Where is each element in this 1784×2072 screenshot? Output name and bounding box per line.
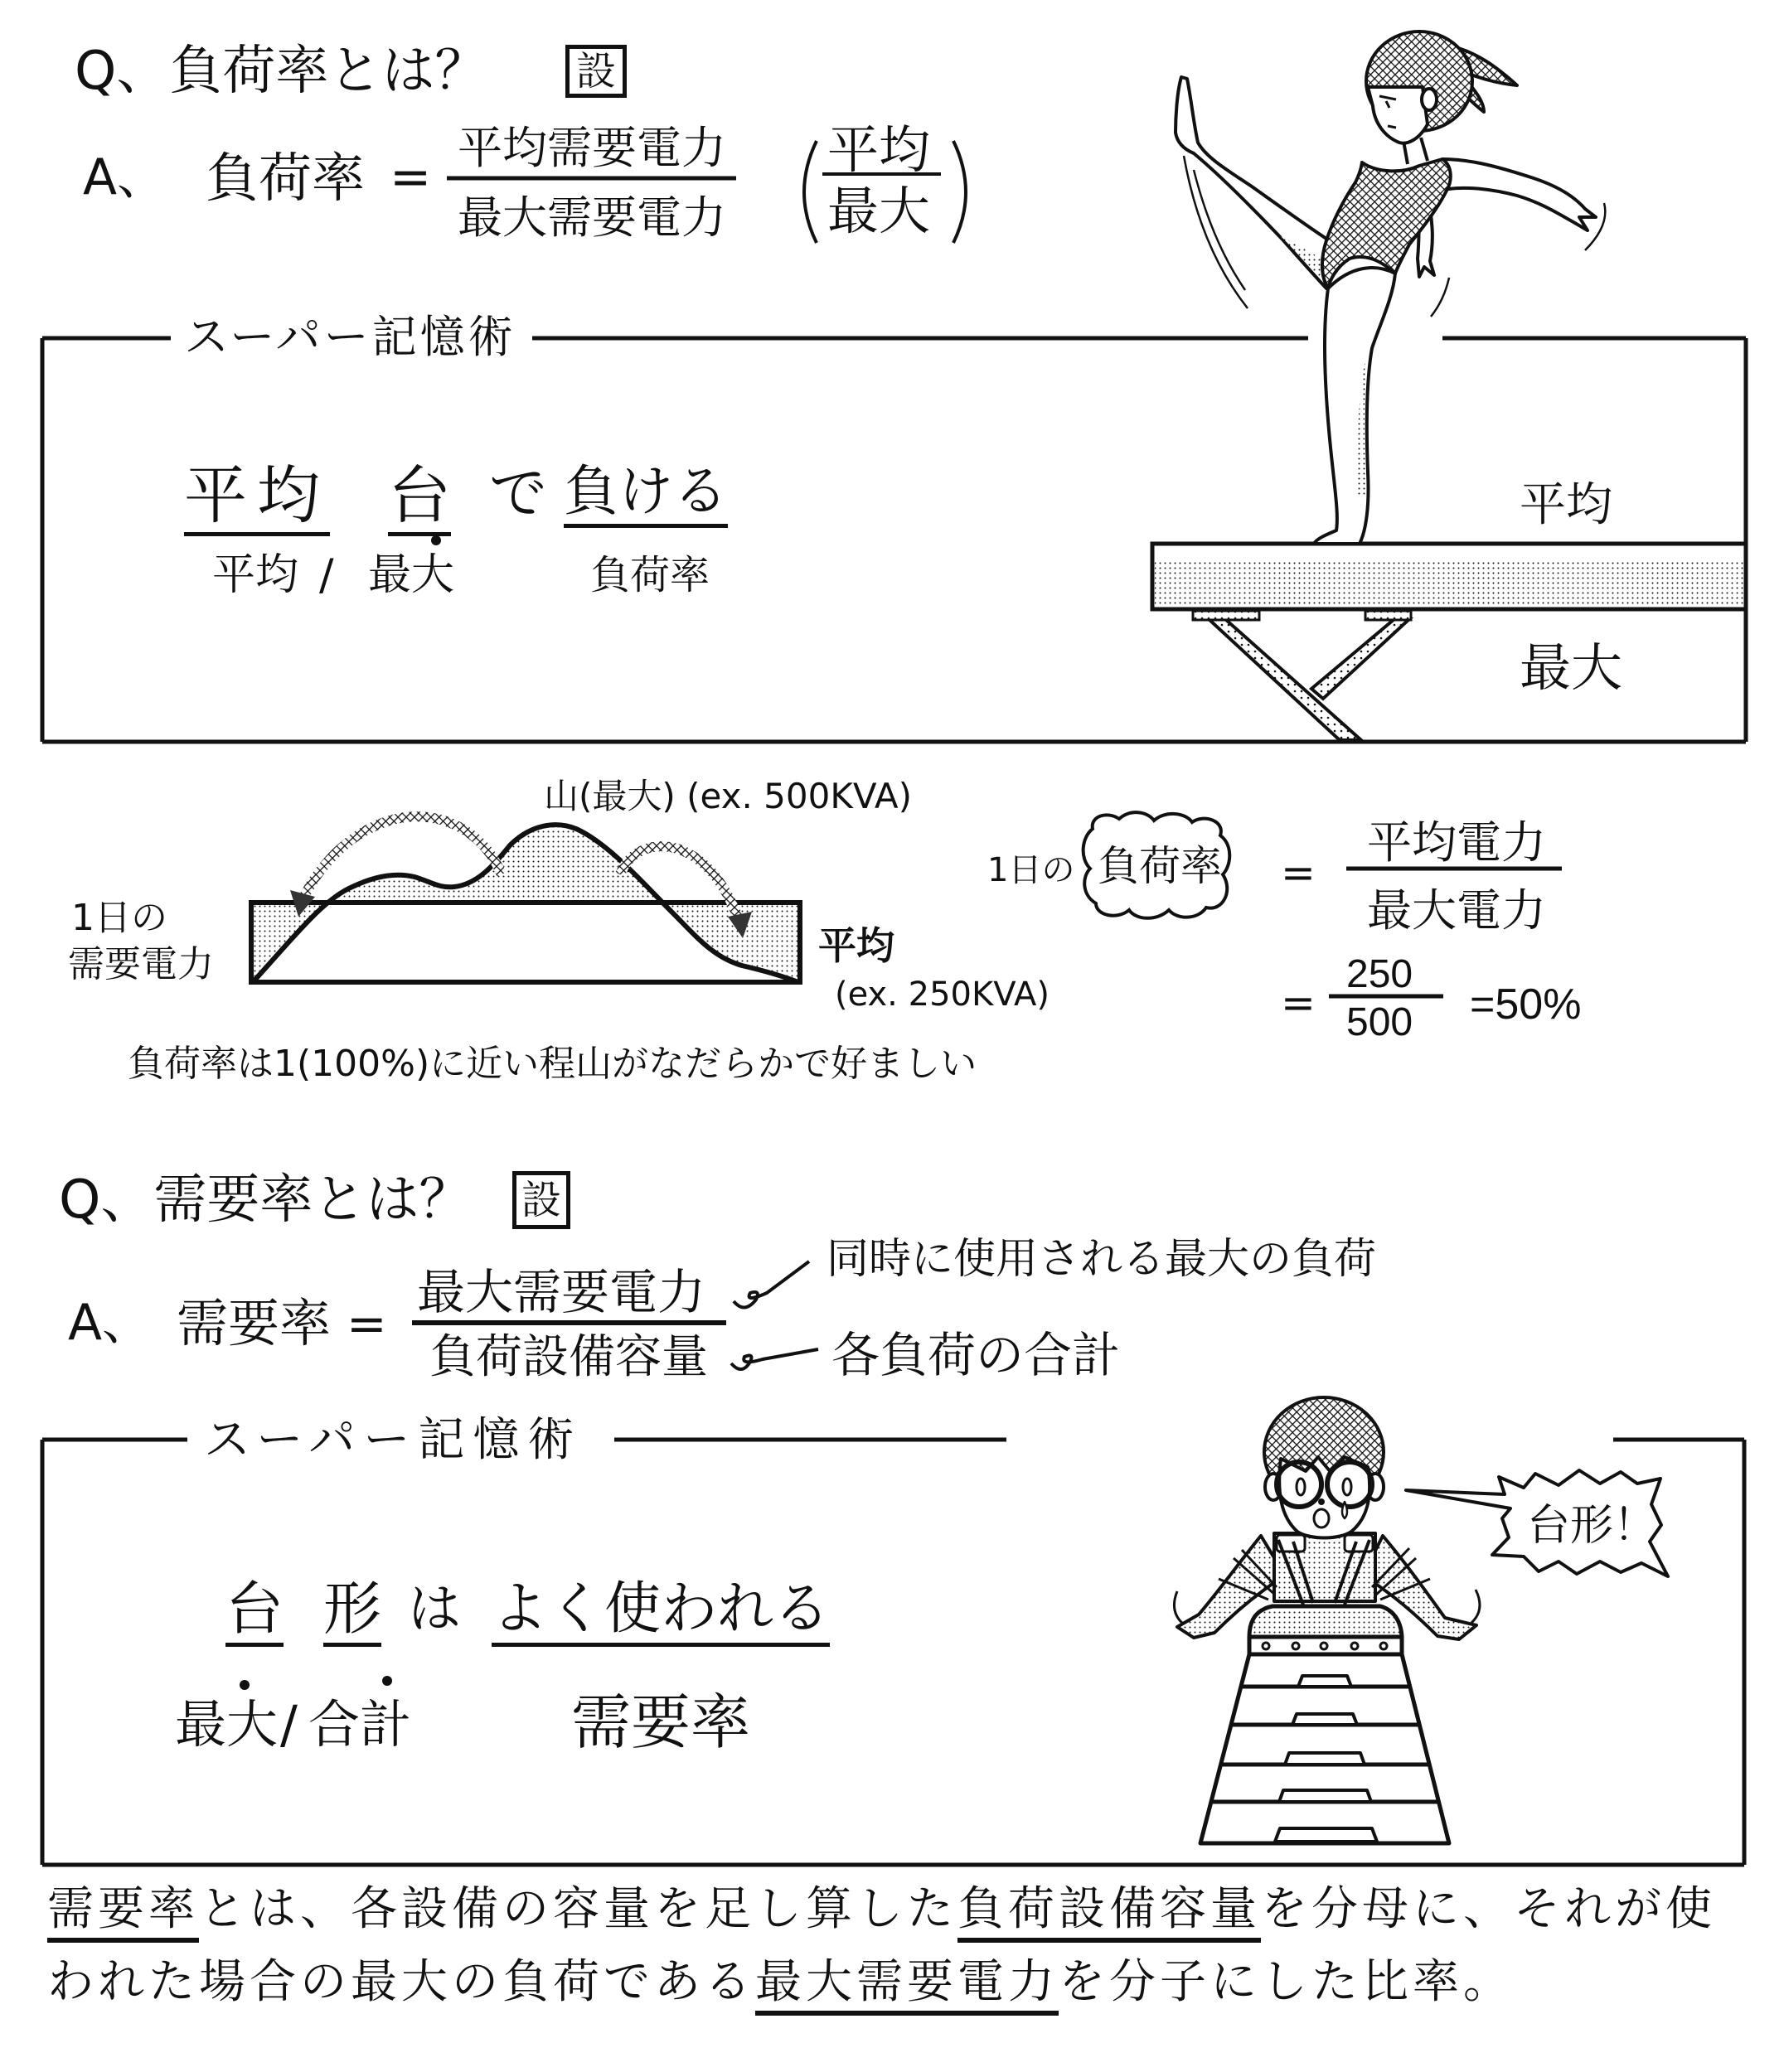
summary-segment: 最大需要電力 xyxy=(755,1955,1059,2016)
gloss-slash: / xyxy=(280,1694,298,1755)
mnemonic-title: スーパー記憶術 xyxy=(179,315,521,360)
question-demand-factor xyxy=(59,1169,473,1231)
vaulting-box-icon xyxy=(1200,1606,1449,1843)
load-curve-diagram xyxy=(251,816,800,982)
question-prefix: Q、 xyxy=(75,41,170,102)
mnemonic-box-1-frame xyxy=(42,338,1746,742)
beam-label-top: 平均 xyxy=(1520,478,1612,532)
gloss-result: 負荷率 xyxy=(590,552,710,598)
mnemonic-word: は xyxy=(408,1579,461,1640)
mnemonic-word: 形 xyxy=(323,1580,381,1647)
connector-squiggle-numerator xyxy=(734,1261,809,1308)
fraction-numerator: 平均需要電力 xyxy=(458,122,726,174)
example-numerator: 250 xyxy=(1346,952,1413,996)
short-denominator: 最大 xyxy=(827,181,931,241)
mnemonic-word: で xyxy=(489,459,547,527)
speech-bubble-text: 台形！ xyxy=(1527,1501,1657,1551)
beam-label-bottom: 最大 xyxy=(1520,637,1623,698)
answer-term: 需要率 xyxy=(177,1293,332,1353)
answer-prefix: A、 xyxy=(83,148,167,206)
answer-term: 負荷率 xyxy=(206,148,365,210)
equals-sign: = xyxy=(347,1295,387,1352)
emphasis-dot xyxy=(240,1680,250,1690)
mouth xyxy=(1314,1509,1329,1527)
mnemonic-title: スーパー記憶術 xyxy=(199,1417,587,1464)
summary-segment: を分母に、それが使 xyxy=(1261,1882,1716,1936)
gloss-right: 合計 xyxy=(308,1694,412,1755)
daily-denominator: 最大電力 xyxy=(1367,884,1546,937)
summary-line-1 xyxy=(47,1882,1716,1936)
answer-prefix: A、 xyxy=(68,1294,153,1352)
subject-badge: 設 xyxy=(565,45,627,98)
fraction-numerator: 最大需要電力 xyxy=(417,1264,706,1320)
daily-equals: = xyxy=(1281,849,1316,897)
right-parenthesis xyxy=(953,141,966,243)
gloss-right: 最大 xyxy=(368,550,455,600)
fraction-denominator: 最大需要電力 xyxy=(458,191,726,244)
mnemonic-word: 台 xyxy=(388,464,451,536)
summary-segment: とは、各設備の容量を足し算した xyxy=(199,1882,957,1936)
nose xyxy=(1320,1500,1323,1503)
fraction-denominator: 負荷設備容量 xyxy=(429,1330,708,1384)
average-label: 平均 xyxy=(818,923,894,968)
mouth xyxy=(1388,126,1396,128)
y-label-line2: 需要電力 xyxy=(68,943,214,985)
gloss-slash: / xyxy=(319,550,334,600)
gloss-result: 需要率 xyxy=(571,1687,751,1757)
y-label-line1: 1日の xyxy=(71,897,167,939)
summary-segment: われた場合の最大の負荷である xyxy=(47,1955,755,2009)
mnemonic-word: 平均 xyxy=(184,464,330,536)
gloss-left: 最大 xyxy=(175,1694,279,1755)
summary-segment: を分子にした比率。 xyxy=(1059,1955,1514,2009)
numerator-note: 同時に使用される最大の負荷 xyxy=(827,1235,1377,1284)
face xyxy=(1368,87,1428,143)
example-equals: = xyxy=(1281,979,1316,1027)
daily-term: 負荷率 xyxy=(1098,842,1222,890)
question-text: 負荷率とは？ xyxy=(169,41,488,102)
subject-badge: 設 xyxy=(512,1171,570,1229)
mnemonic-word: よく使われる xyxy=(492,1581,830,1647)
short-numerator: 平均 xyxy=(827,119,931,180)
equals-sign: = xyxy=(390,148,432,206)
connector-squiggle-denominator xyxy=(731,1349,818,1369)
balance-beam-icon xyxy=(1152,544,1746,740)
summary-segment: 需要率 xyxy=(47,1882,199,1943)
denominator-note: 各負荷の合計 xyxy=(831,1327,1121,1383)
average-example: (ex. 250KVA) xyxy=(835,975,1050,1014)
peak-label: 山(最大) (ex. 500KVA) xyxy=(544,776,913,816)
ear xyxy=(1422,89,1437,110)
example-result: =50% xyxy=(1470,980,1582,1029)
example-denominator: 500 xyxy=(1346,1000,1413,1044)
mnemonic-word: 台 xyxy=(225,1580,284,1647)
question-load-factor xyxy=(75,41,488,102)
standing-leg xyxy=(1314,268,1395,544)
daily-prefix: 1日の xyxy=(987,851,1075,889)
question-prefix: Q、 xyxy=(59,1169,154,1231)
extended-arm xyxy=(1442,159,1596,230)
summary-line-2 xyxy=(47,1955,1514,2009)
load-curve-note: 負荷率は1(100%)に近い程山がなだらかで好ましい xyxy=(128,1043,977,1085)
gymnast-illustration xyxy=(1176,31,1605,544)
question-text: 需要率とは？ xyxy=(153,1169,473,1231)
vaulting-person-illustration xyxy=(1174,1397,1480,1639)
mnemonic-word: 負ける xyxy=(564,464,728,528)
sweat-drop-icon xyxy=(1342,1502,1347,1518)
emphasis-dot xyxy=(382,1676,392,1686)
summary-segment: 負荷設備容量 xyxy=(957,1882,1261,1943)
gloss-left: 平均 xyxy=(212,550,299,600)
daily-numerator: 平均電力 xyxy=(1367,816,1546,869)
left-parenthesis xyxy=(804,141,817,243)
emphasis-dot xyxy=(431,535,441,545)
